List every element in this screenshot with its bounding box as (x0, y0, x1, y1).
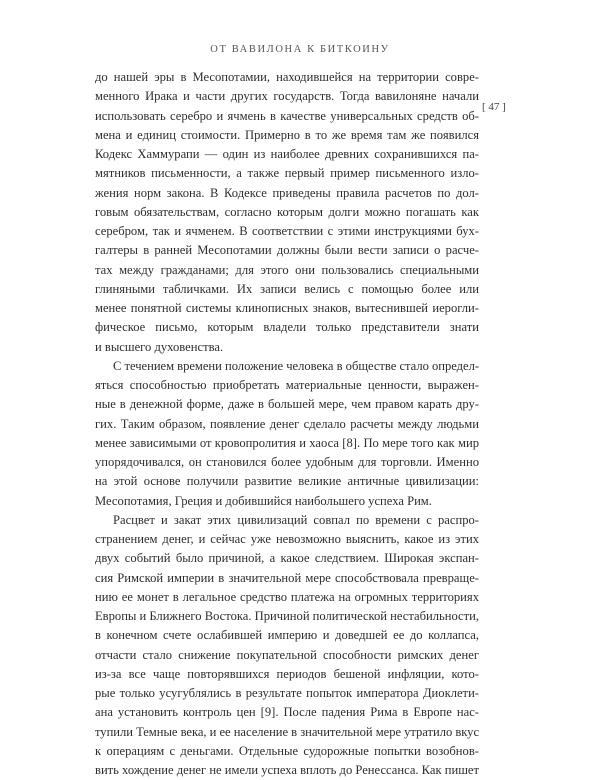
text-line: гих. Таким образом, появление денег сделало расчеты между людьми (95, 416, 479, 431)
text-line: галтеры в ранней Месопотамии должны были вести записи о расче- (95, 243, 479, 258)
text-line: к операциям с деньгами. Отдельные судорожные попытки возобнов- (95, 743, 479, 758)
text-line: жения норм закона. В Кодексе приведены правила расчетов по дол- (95, 185, 479, 200)
text-line: до нашей эры в Месопотамии, находившейся на территории совре- (95, 70, 479, 84)
text-line: Месопотамия, Греция и добившийся наибольшего успеха Рим. (95, 493, 432, 508)
text-line: Кодекс Хаммурапи — один из наиболее древних сохранившихся па- (95, 147, 479, 161)
text-line: ана установить контроль цен [9]. После падения Рима в Европе нас- (95, 705, 479, 720)
text-line: говым обязательствам, согласно которым долги можно погашать как (95, 204, 479, 219)
text-line: из-за все чаще повторявшихся периодов бешеной инфляции, кото- (95, 666, 479, 681)
text-line: вить хождение денег не имели успеха вплоть до Ренессанса. Как пишет (95, 763, 479, 777)
text-line: отчасти стало снижение покупательной способности римских денег (95, 647, 479, 662)
text-line: тупили Темные века, и ее население в значительной мере утратило вкус (95, 724, 480, 739)
text-line: мятников письменности, а также первый пример письменного изло- (95, 166, 479, 181)
text-line: тах между гражданами; для этого они пользовались специальными (95, 262, 479, 277)
text-line: двух событий было причиной, а какое следствием. Широкая экспан- (95, 551, 479, 566)
text-line: в конечном счете ослабившей империю и доведшей ее до коллапса, (95, 628, 479, 643)
text-line: и высшего духовенства. (95, 339, 224, 354)
text-line: Расцвет и закат этих цивилизаций совпал по времени с распро- (113, 512, 479, 527)
running-head: ОТ ВАВИЛОНА К БИТКОИНУ (210, 44, 390, 55)
text-line: странением денег, и сейчас уже невозможно выяснить, какое из этих (95, 532, 479, 546)
body-text (95, 68, 479, 780)
page-number: [ 47 ] (482, 101, 506, 113)
text-line: С течением времени положение человека в обществе стало определ- (113, 358, 480, 373)
text-line: менного Ирака и части других государств. Тогда вавилоняне начали (95, 89, 479, 104)
text-line: менее зависимыми от кровопролития и хаоса [8]. По мере того как мир (95, 435, 479, 450)
text-line: мена и единиц стоимости. Примерно в то же время там же появился (95, 127, 479, 142)
text-line: фическое письмо, которым владели только представители знати (95, 320, 479, 335)
text-line: яться способностью приобретать материальные ценности, выражен- (95, 378, 479, 392)
text-line: глиняными табличками. Их записи велись с помощью более или (95, 281, 479, 296)
text-line: менее понятной системы клинописных знаков, вытеснившей иерогли- (95, 301, 479, 315)
text-line: рые только усугублялись в результате попыток императора Диоклети- (95, 686, 479, 700)
text-line: использовать серебро и ячмень в качестве универсальных средств об- (95, 108, 479, 123)
text-line: на этой основе получили развитие великие античные цивилизации: (95, 474, 479, 489)
text-line: упорядочивался, он становился более удобным для торговли. Именно (95, 455, 479, 469)
text-line: серебром, так и ячменем. В соответствии с этими инструкциями бух- (95, 224, 479, 238)
text-line: Европы и Ближнего Востока. Причиной политической нестабильности, (95, 609, 479, 623)
text-line: нию ее монет в легальное средство платежа на огромных территориях (95, 589, 479, 604)
text-line: ные в денежной форме, даже в большей мере, чем правом карать дру- (95, 397, 479, 412)
text-line: сия Римской империи в значительной мере способствовала превраще- (95, 570, 479, 585)
